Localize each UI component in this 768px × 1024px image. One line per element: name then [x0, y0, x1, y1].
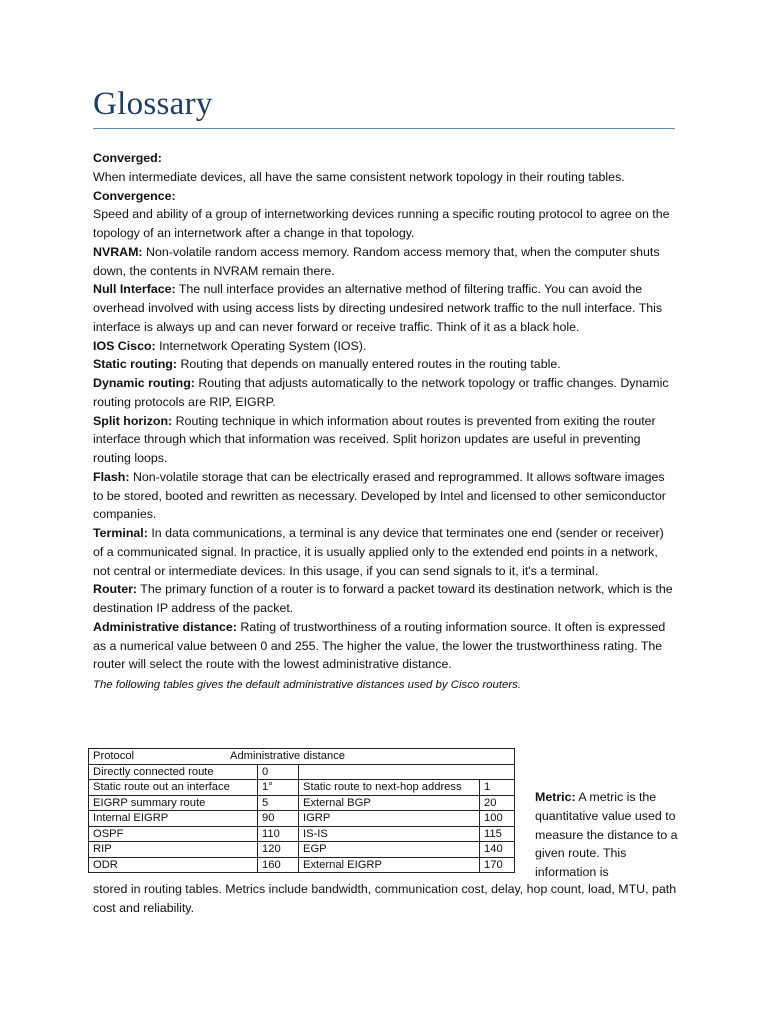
table-row [89, 795, 515, 811]
definition: In data communications, a terminal is any device that terminates one end (sender or receiver) of a communicated signal. In practice, it is usually applied only to the extended end points in a network, not central or intermediate devices. In this usage, if you can send signals to it, it's a terminal. [93, 526, 664, 578]
definition: Routing technique in which information about routes is prevented from exiting the router interface through which that information was received. Split horizon updates are useful in preventing routing loops. [93, 413, 656, 465]
definition: A metric is the quantitative value used to measure the distance to a given route. This information is [535, 790, 678, 879]
page-title: Glossary [93, 86, 213, 122]
entry-router [93, 580, 675, 618]
term: Split horizon: [93, 413, 173, 428]
header-protocol: Protocol [93, 750, 135, 762]
title-underline [93, 128, 675, 129]
header-distance: Administrative distance [230, 750, 346, 762]
entry-converged [93, 149, 675, 187]
term: Dynamic routing: [93, 376, 195, 390]
definition: Internetwork Operating System (IOS). [159, 338, 367, 353]
entry-flash [93, 468, 675, 524]
protocol-cell: OSPF [89, 826, 258, 842]
entry-split-horizon [93, 412, 675, 468]
entry-metric-continued: stored in routing tables. Metrics include bandwidth, communication cost, delay, hop count, load, MTU, path cost and reliability. [93, 882, 677, 915]
definition: Non-volatile random access memory. Random access memory that, when the computer shuts down, the contents in NVRAM remain there. [93, 244, 660, 278]
protocol-cell: Internal EIGRP [89, 811, 258, 827]
definition: The primary function of a router is to forward a packet toward its destination network, which is the destination IP address of the packet. [93, 582, 673, 615]
term: NVRAM: [93, 244, 143, 259]
entry-metric [535, 788, 685, 882]
definition: Rating of trustworthiness of a routing information source. It often is expressed as a numerical value between 0 and 255. The higher the value, the lower the trustworthiness rating. The router will select the route with the lowest administrative distance. [93, 619, 666, 672]
distance-cell: 0 [258, 764, 299, 780]
protocol-cell: ODR [89, 857, 258, 873]
empty-cell [299, 764, 515, 780]
protocol-cell: Static route out an interface [89, 780, 258, 796]
table-header-cell [89, 749, 515, 765]
protocol-cell: Directly connected route [89, 764, 258, 780]
definition: Non-volatile storage that can be electrically erased and reprogrammed. It allows software images to be stored, booted and rewritten as necessary. Developed by Intel and licensed to other semiconductor companies. [93, 469, 666, 522]
term: Static routing: [93, 357, 177, 372]
definition: Routing that depends on manually entered routes in the routing table. [180, 357, 561, 372]
term: Router: [93, 582, 138, 597]
protocol-cell: Static route to next-hop address [299, 780, 480, 796]
distance-cell: 5 [258, 795, 299, 811]
protocol-cell: RIP [89, 842, 258, 858]
distance-cell: 170 [480, 857, 515, 873]
table-row [89, 811, 515, 827]
distance-cell: 140 [480, 842, 515, 858]
distance-cell: 100 [480, 811, 515, 827]
table-header-row [89, 749, 515, 765]
term: Convergence: [93, 188, 176, 203]
entry-dynamic-routing [93, 374, 675, 412]
entry-terminal [93, 524, 675, 580]
distance-cell: 160 [258, 857, 299, 873]
term: Metric: [535, 790, 576, 804]
definition: Routing that adjusts automatically to the network topology or traffic changes. Dynamic routing protocols are RIP, EIGRP. [93, 376, 669, 409]
entry-nvram [93, 243, 675, 281]
definition: The null interface provides an alternative method of filtering traffic. You can avoid the overhead involved with using access lists by directing undesired network traffic to the null interface. This interface is always up and can never forward or receive traffic. Think of it as a black hole. [93, 282, 663, 334]
term: Administrative distance: [93, 619, 237, 634]
table-row [89, 842, 515, 858]
definition: Speed and ability of a group of internetworking devices running a specific routing protocol to agree on the topology of an internetwork after a change in that topology. [93, 207, 670, 240]
entry-static-routing [93, 355, 675, 374]
entry-administrative-distance [93, 618, 675, 674]
table-caption: The following tables gives the default administrative distances used by Cisco routers. [93, 679, 521, 691]
term: Terminal: [93, 526, 148, 540]
glossary-body [93, 149, 675, 695]
term: Converged: [93, 151, 162, 165]
term: Flash: [93, 469, 130, 484]
table-row [89, 857, 515, 873]
entry-convergence [93, 187, 675, 243]
term: Null Interface: [93, 282, 176, 297]
distance-cell: 20 [480, 795, 515, 811]
term: IOS Cisco: [93, 338, 156, 353]
distance-cell: 120 [258, 842, 299, 858]
table-row [89, 826, 515, 842]
protocol-cell: IGRP [299, 811, 480, 827]
distance-cell: 110 [258, 826, 299, 842]
distance-cell: 115 [480, 826, 515, 842]
table-row [89, 780, 515, 796]
protocol-cell: EIGRP summary route [89, 795, 258, 811]
protocol-cell: External EIGRP [299, 857, 480, 873]
distance-cell: 1 [480, 780, 515, 796]
distance-cell: 90 [258, 811, 299, 827]
protocol-cell: External BGP [299, 795, 480, 811]
administrative-distance-table [88, 748, 515, 873]
distance-cell: 1° [258, 780, 299, 796]
entry-ios-cisco [93, 337, 675, 356]
definition: When intermediate devices, all have the same consistent network topology in their routing tables. [93, 169, 625, 184]
table-row [89, 764, 515, 780]
protocol-cell: IS-IS [299, 826, 480, 842]
protocol-cell: EGP [299, 842, 480, 858]
entry-null-interface [93, 280, 675, 336]
